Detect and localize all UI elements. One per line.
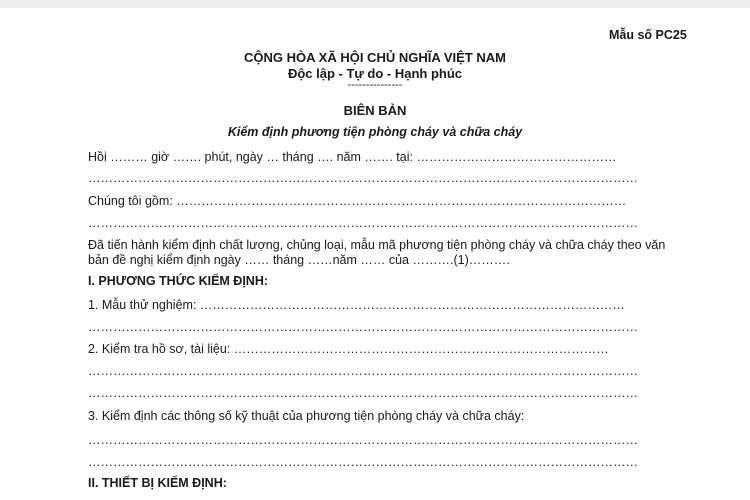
section1-item2: 2. Kiểm tra hồ sơ, tài liệu: ……………………………………………………………………………… — [88, 342, 609, 356]
document-subtitle: Kiểm định phương tiện phòng cháy và chữa cháy — [227, 125, 523, 139]
section1-item2-dots-b: …………………………………………………………………………………………………………………… — [88, 386, 638, 400]
section1-item3: 3. Kiểm định các thông số kỹ thuật của phương tiện phòng cháy và chữa cháy: — [88, 409, 525, 423]
form-code: Mẫu số PC25 — [609, 28, 687, 42]
section1-item3-dots-a: …………………………………………………………………………………………………………………… — [88, 433, 638, 447]
document-title: BIÊN BẢN — [343, 103, 407, 118]
intro-line-1: Đã tiến hành kiểm định chất lượng, chủng loại, mẫu mã phương tiện phòng cháy và chữa cháy theo văn — [88, 238, 666, 252]
top-strip — [0, 0, 750, 8]
intro-line-2: bản đề nghị kiểm định ngày …… tháng ……năm …… của ……….(1)………. — [88, 253, 510, 267]
dots-line-2: …………………………………………………………………………………………………………………… — [88, 216, 638, 230]
motto: Độc lập - Tự do - Hạnh phúc — [287, 66, 463, 81]
section1-item2-dots-a: …………………………………………………………………………………………………………………… — [88, 364, 638, 378]
time-place-line: Hồi ……… giờ ……. phút, ngày … tháng …. năm ……. tại: ………………………………………… — [88, 150, 617, 164]
motto-separator: --------------- — [347, 79, 403, 91]
section2-heading: II. THIẾT BỊ KIỂM ĐỊNH: — [88, 476, 227, 490]
dots-line-1: …………………………………………………………………………………………………………………… — [88, 171, 638, 185]
section1-item1-dots: …………………………………………………………………………………………………………………… — [88, 320, 638, 334]
section1-item3-dots-b: …………………………………………………………………………………………………………………… — [88, 455, 638, 469]
section1-item1: 1. Mẫu thử nghiệm: ………………………………………………………………………………………… — [88, 298, 625, 312]
section1-heading: I. PHƯƠNG THỨC KIỂM ĐỊNH: — [88, 274, 269, 288]
nation-header: CỘNG HÒA XÃ HỘI CHỦ NGHĨA VIỆT NAM — [244, 50, 506, 65]
members-line: Chúng tôi gồm: ……………………………………………………………………………………………… — [88, 194, 627, 208]
